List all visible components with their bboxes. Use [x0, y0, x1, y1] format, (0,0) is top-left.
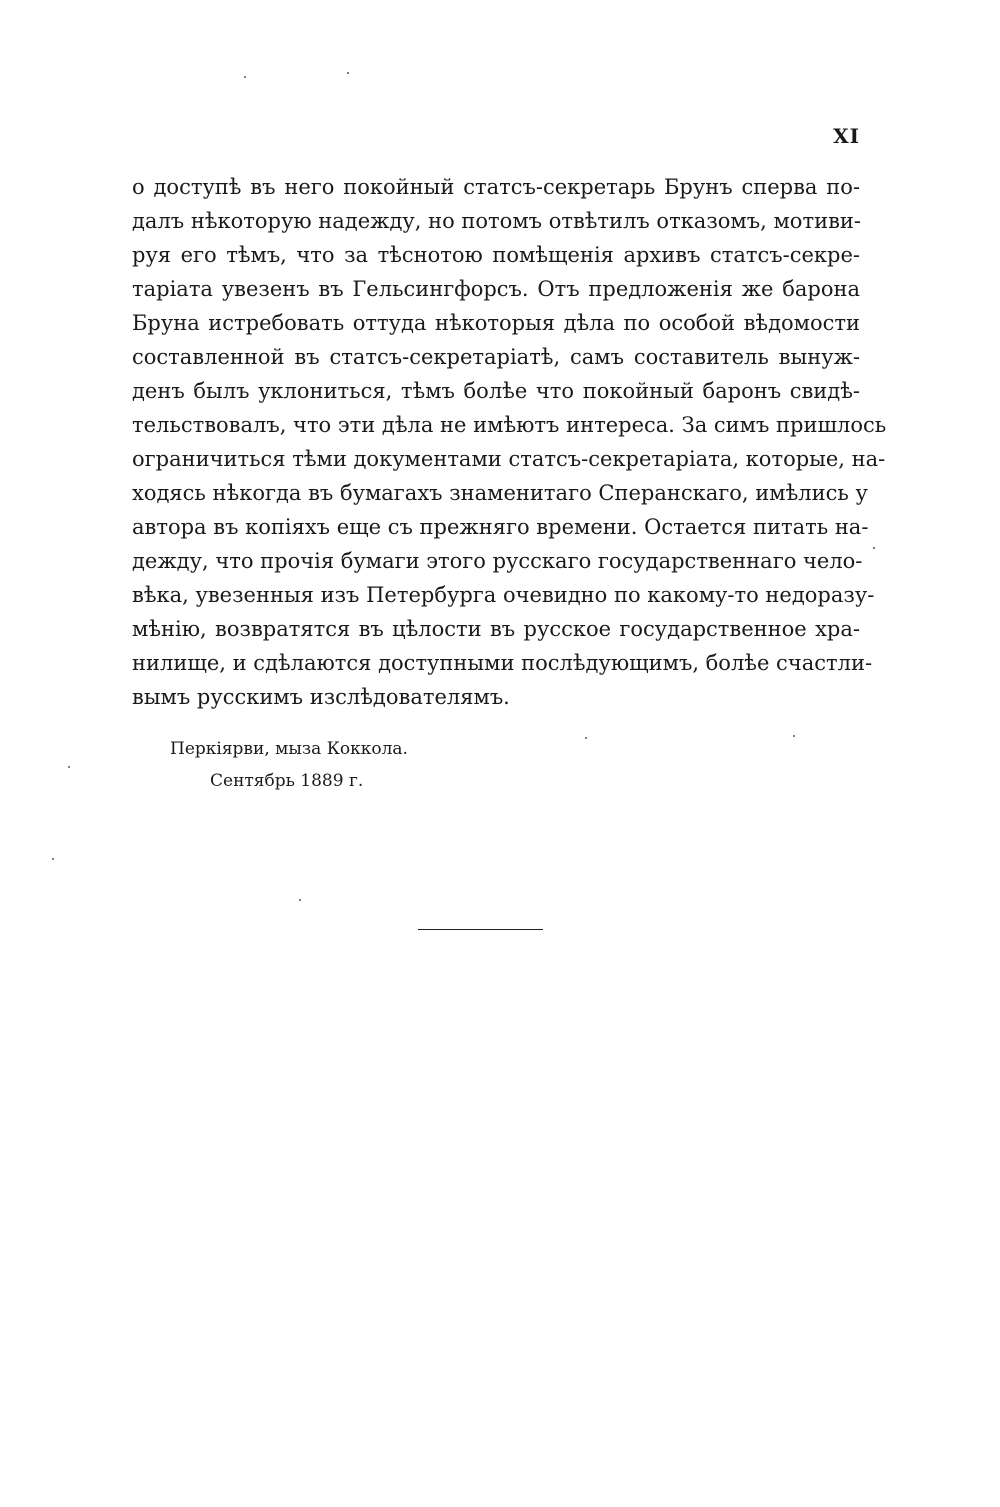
signature-date: Сентябрь 1889 г.: [210, 771, 364, 791]
scan-speck: [52, 858, 54, 860]
signature-block: [170, 733, 408, 797]
text-line: дежду, что прочія бумаги этого русскаго государственнаго чело-: [132, 549, 863, 573]
text-line: о доступѣ въ него покойный статсъ-секретарь Брунъ сперва по-: [132, 175, 860, 199]
scan-speck: [68, 766, 70, 768]
page-number: XI: [833, 124, 860, 148]
text-line: вѣка, увезенныя изъ Петербурга очевидно по какому-то недоразу-: [132, 583, 875, 607]
body-paragraph: [132, 170, 887, 714]
text-line: таріата увезенъ въ Гельсингфорсъ. Отъ предложенія же барона: [132, 277, 860, 301]
text-line: автора въ копіяхъ еще съ прежняго времени. Остается питать на-: [132, 515, 869, 539]
text-line: мѣнію, возвратятся въ цѣлости въ русское государственное хра-: [132, 617, 860, 641]
signature-place: Перкіярви, мыза Коккола.: [170, 739, 408, 759]
end-rule-divider: [418, 929, 543, 930]
text-line: нилище, и сдѣлаются доступными послѣдующимъ, болѣе счастли-: [132, 651, 873, 675]
scan-speck: [244, 76, 246, 78]
text-line: тельствовалъ, что эти дѣла не имѣютъ интереса. За симъ пришлось: [132, 413, 887, 437]
scan-speck: [585, 737, 587, 739]
text-line: составленной въ статсъ-секретаріатѣ, самъ составитель вынуж-: [132, 345, 860, 369]
text-line: ограничиться тѣми документами статсъ-секретаріата, которые, на-: [132, 447, 886, 471]
scan-speck: [347, 72, 349, 74]
text-line: ходясь нѣкогда въ бумагахъ знаменитаго Сперанскаго, имѣлись у: [132, 481, 868, 505]
scan-speck: [873, 547, 875, 549]
text-line: Бруна истребовать оттуда нѣкоторыя дѣла по особой вѣдомости: [132, 311, 860, 335]
text-line: денъ былъ уклониться, тѣмъ болѣе что покойный баронъ свидѣ-: [132, 379, 860, 403]
text-line: вымъ русскимъ изслѣдователямъ.: [132, 685, 510, 709]
text-line: далъ нѣкоторую надежду, но потомъ отвѣтилъ отказомъ, мотиви-: [132, 209, 861, 233]
scan-speck: [299, 899, 301, 901]
scan-speck: [793, 735, 795, 737]
text-line: руя его тѣмъ, что за тѣснотою помѣщенія архивъ статсъ-секре-: [132, 243, 860, 267]
